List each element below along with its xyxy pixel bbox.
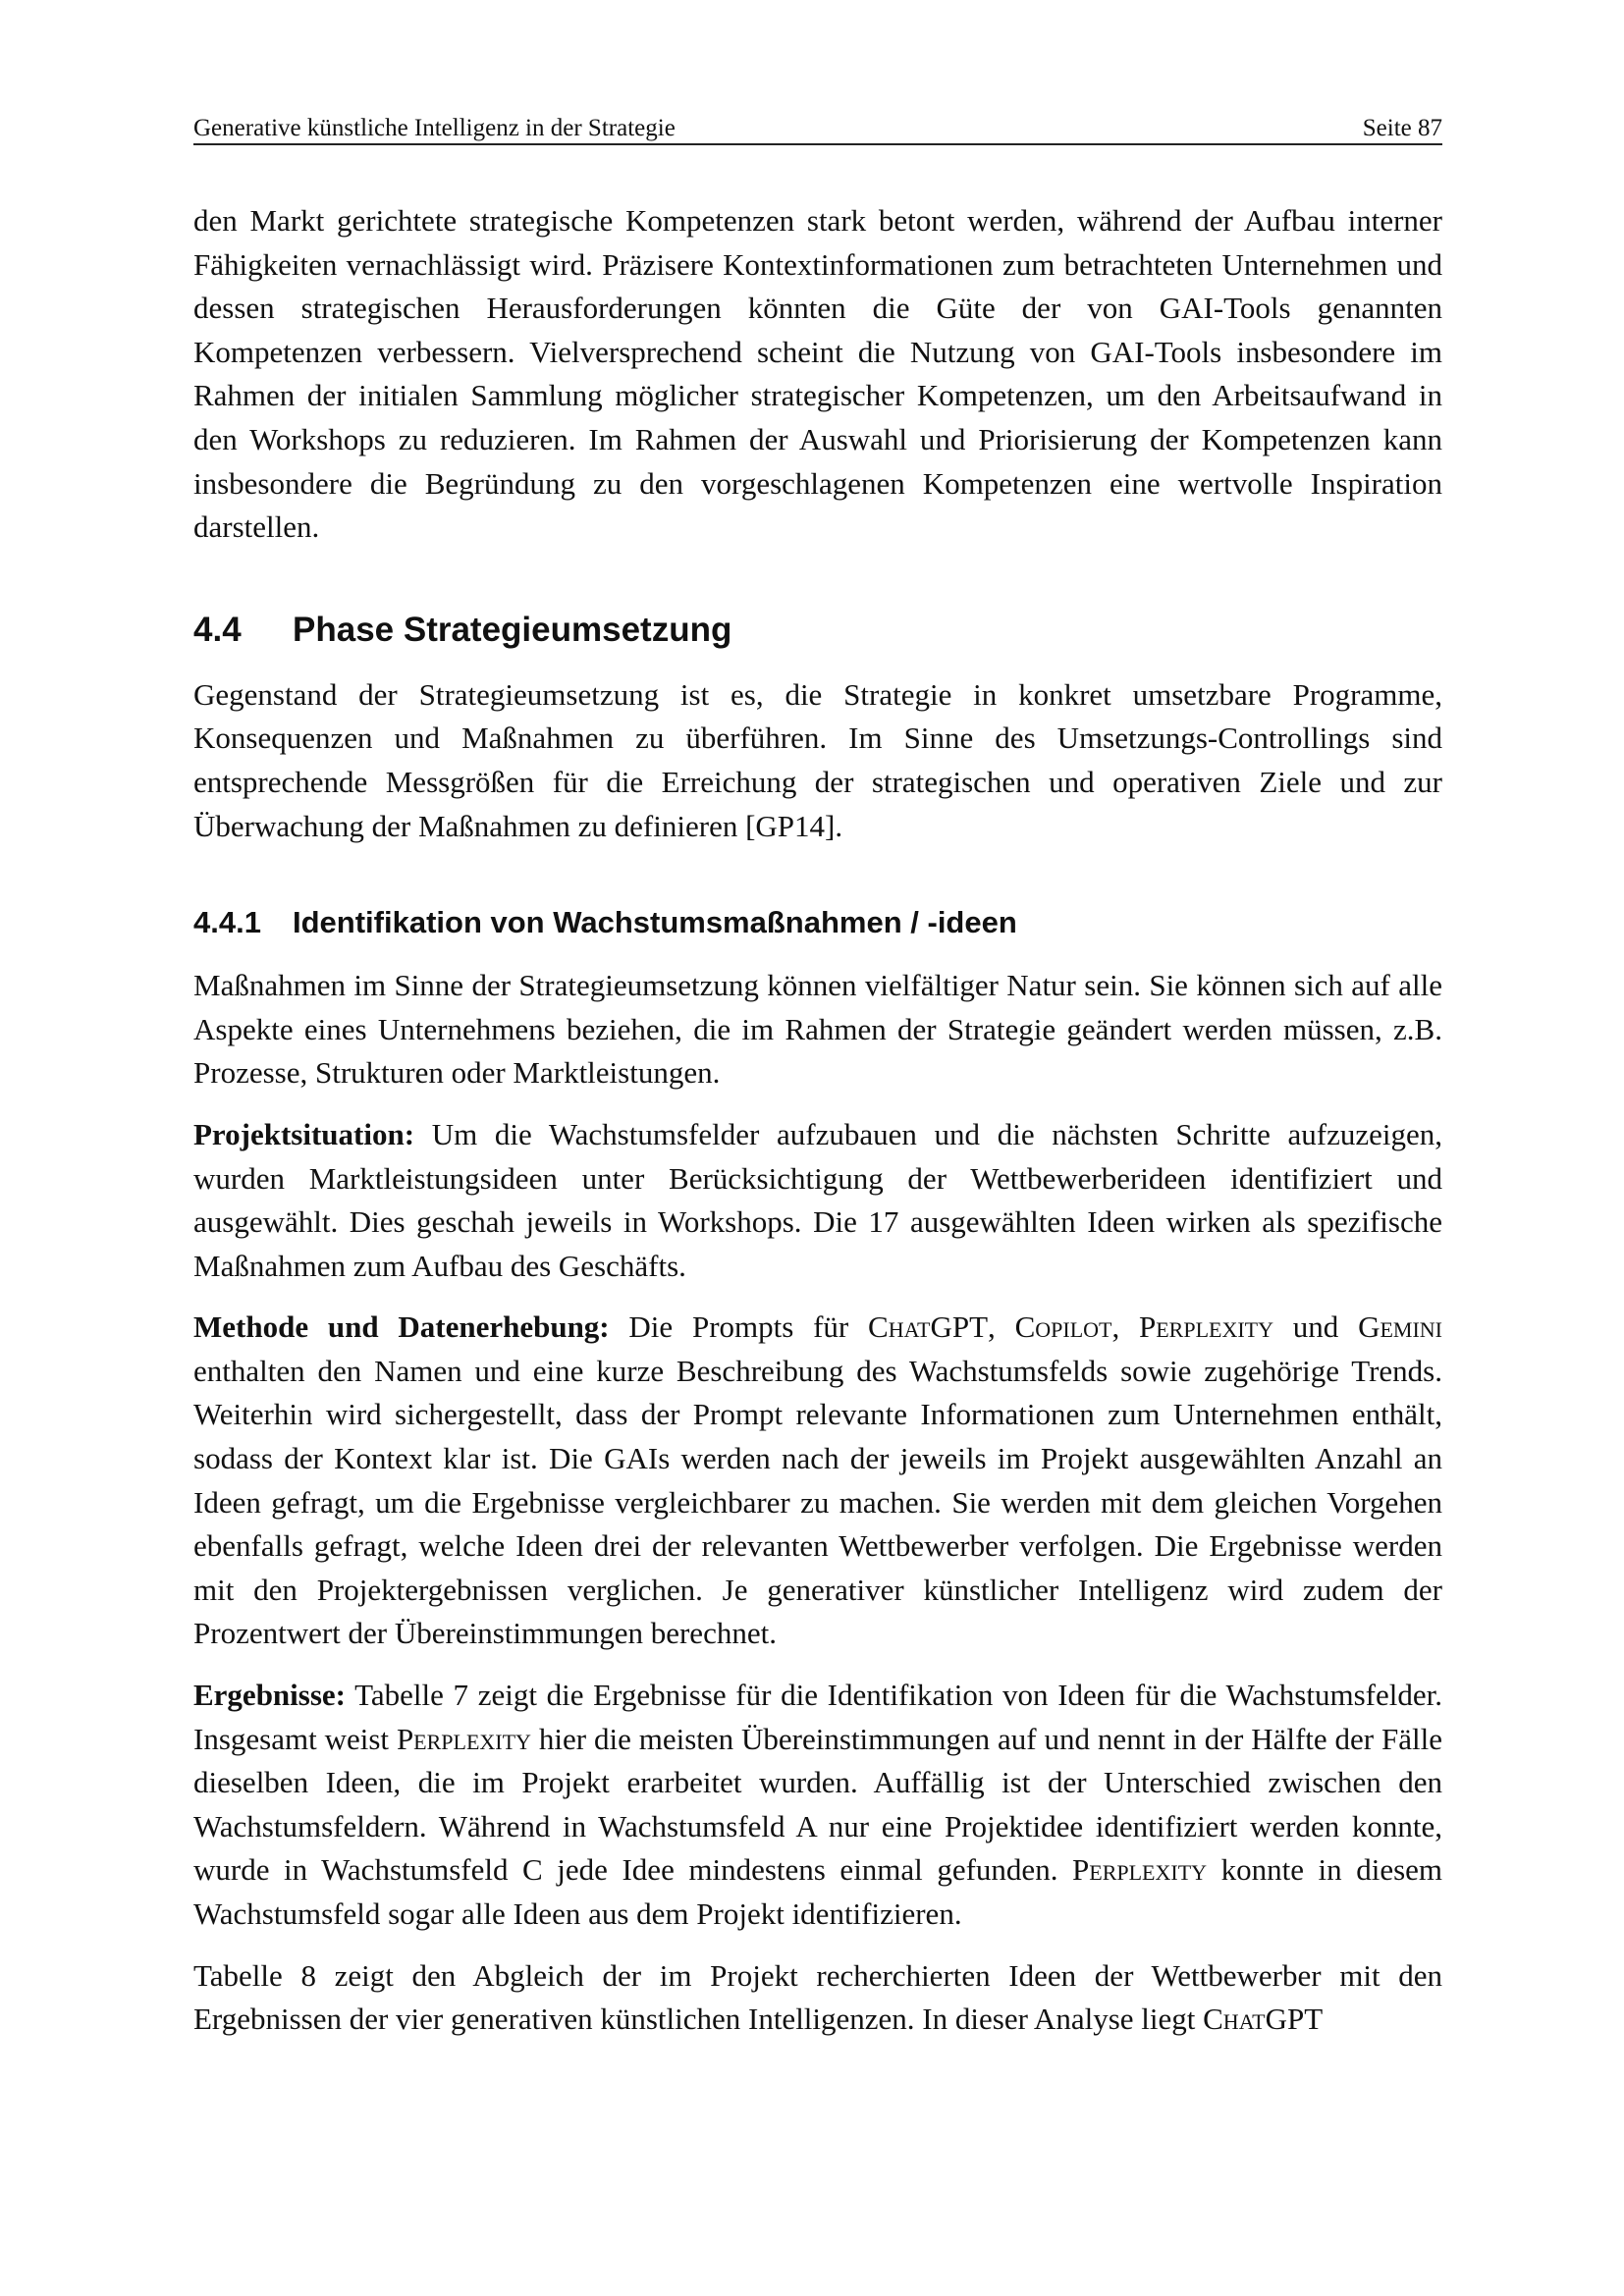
tool-name-copilot: Copilot bbox=[1014, 1309, 1112, 1345]
paragraph-massnahmen: Maßnahmen im Sinne der Strategieumsetzung können vielfältiger Natur sein. Sie können sich auf alle Aspekte eines Unternehmens beziehen, die im Rahmen der Strategie geändert werden müssen, z.B. Prozesse, Strukturen oder Marktleistungen. bbox=[193, 968, 1442, 1091]
tool-name-chatgpt: ChatGPT bbox=[1203, 2002, 1324, 2037]
paragraph-text: konnte in diesem Wachstumsfeld sogar alle Ideen aus dem Projekt identifizieren. bbox=[193, 1852, 1443, 1931]
paragraph-projektsituation bbox=[193, 1113, 1442, 1288]
paragraph-text: hier die meisten Übereinstimmungen auf und nennt in der Hälfte der Fälle dieselben Ideen, die im Projekt erarbeitet wurden. Auffällig ist der Unterschied zwischen den Wachstumsfeldern. Während in Wachstumsfeld A nur eine Projektidee identifiziert werden konnte, wurde in Wachstumsfeld C jede Idee mindestens einmal gefunden. bbox=[193, 1721, 1443, 1888]
separator: , bbox=[1111, 1309, 1120, 1345]
section-title: Phase Strategieumsetzung bbox=[293, 610, 732, 649]
page-header bbox=[193, 106, 1442, 145]
subsection-title: Identifikation von Wachstumsmaßnahmen / -ideen bbox=[293, 905, 1017, 940]
paragraph-text: Um die Wachstumsfelder aufzubauen und die nächsten Schritte aufzuzeigen, wurden Marktleistungsideen unter Berücksichtigung der Wettbewerberideen identifiziert und ausgewählt. Dies geschah jeweils in Workshops. Die 17 ausgewählten Ideen wirken als spezifische Maßnahmen zum Aufbau des Geschäfts. bbox=[193, 1116, 1442, 1283]
paragraph-text: Tabelle 8 zeigt den Abgleich der im Projekt recherchierten Ideen der Wettbewerber mit den Ergebnissen der vier generativen künstlichen Intelligenzen. In dieser Analyse liegt bbox=[193, 1957, 1442, 2037]
page-body bbox=[193, 199, 1442, 2042]
paragraph-ergebnisse bbox=[193, 1674, 1442, 1937]
subsection-heading-4-4-1 bbox=[193, 903, 1442, 942]
paragraph-lead: Methode und Datenerhebung: bbox=[193, 1309, 610, 1345]
page-number: Seite 87 bbox=[1362, 115, 1442, 141]
separator: , bbox=[988, 1309, 996, 1345]
paragraph-text: enthalten den Namen und eine kurze Beschreibung des Wachstumsfelds sowie zugehörige Trends. Weiterhin wird sichergestellt, dass der Prompt relevante Informationen zum Unternehmen enthält, sodass der Kontext klar ist. Die GAIs werden nach der jeweils im Projekt ausgewählten Anzahl an Ideen gefragt, um die Ergebnisse vergleichbarer zu machen. Sie werden mit dem gleichen Vorgehen ebenfalls gefragt, welche Ideen drei der relevanten Wettbewerber verfolgen. Die Ergebnisse werden mit den Projektergebnissen verglichen. Je generativer künstlicher Intelligenz wird zudem der Prozentwert der Übereinstimmungen berechnet. bbox=[193, 1353, 1442, 1651]
paragraph-text: Die Prompts für bbox=[628, 1309, 849, 1345]
running-title: Generative künstliche Intelligenz in der Strategie bbox=[193, 115, 676, 141]
section-heading-4-4 bbox=[193, 609, 1442, 652]
tool-name-perplexity: Perplexity bbox=[1072, 1852, 1208, 1888]
paragraph-intro: den Markt gerichtete strategische Kompetenzen stark betont werden, während der Aufbau interner Fähigkeiten vernachlässigt wird. Präzisere Kontextinformationen zum betrachteten Unternehmen und dessen strategischen Herausforderungen könnten die Güte der von GAI-Tools genannten Kompetenzen verbessern. Vielversprechend scheint die Nutzung von GAI-Tools insbesondere im Rahmen der initialen Sammlung möglicher strategischer Kompetenzen, um den Arbeitsaufwand in den Workshops zu reduzieren. Im Rahmen der Auswahl und Priorisierung der Kompetenzen kann insbesondere die Begründung zu den vorgeschlagenen Kompetenzen eine wertvolle Inspiration darstellen. bbox=[193, 203, 1442, 545]
paragraph-tabelle8 bbox=[193, 1954, 1442, 2042]
tool-name-perplexity: Perplexity bbox=[396, 1721, 531, 1756]
paragraph-strategieumsetzung: Gegenstand der Strategieumsetzung ist es, die Strategie in konkret umsetzbare Programme, Konsequenzen und Maßnahmen zu überführen. Im Sinne des Umsetzungs-Controllings sind entsprechende Messgrößen für die Erreichung der strategischen und operativen Ziele und zur Überwachung der Maßnahmen zu definieren [GP14]. bbox=[193, 676, 1442, 843]
paragraph-lead: Ergebnisse: bbox=[193, 1678, 346, 1713]
conjunction: und bbox=[1292, 1309, 1339, 1345]
paragraph-lead: Projektsituation: bbox=[193, 1116, 415, 1151]
paragraph-text: Tabelle 7 zeigt die Ergebnisse für die Identifikation von Ideen für die Wachstumsfelder. Insgesamt weist bbox=[193, 1678, 1442, 1756]
tool-name-perplexity: Perplexity bbox=[1139, 1309, 1274, 1345]
tool-name-gemini: Gemini bbox=[1358, 1309, 1443, 1345]
tool-name-chatgpt: ChatGPT bbox=[868, 1309, 989, 1345]
section-number: 4.4 bbox=[193, 610, 242, 649]
paragraph-methode bbox=[193, 1306, 1442, 1656]
subsection-number: 4.4.1 bbox=[193, 905, 261, 940]
